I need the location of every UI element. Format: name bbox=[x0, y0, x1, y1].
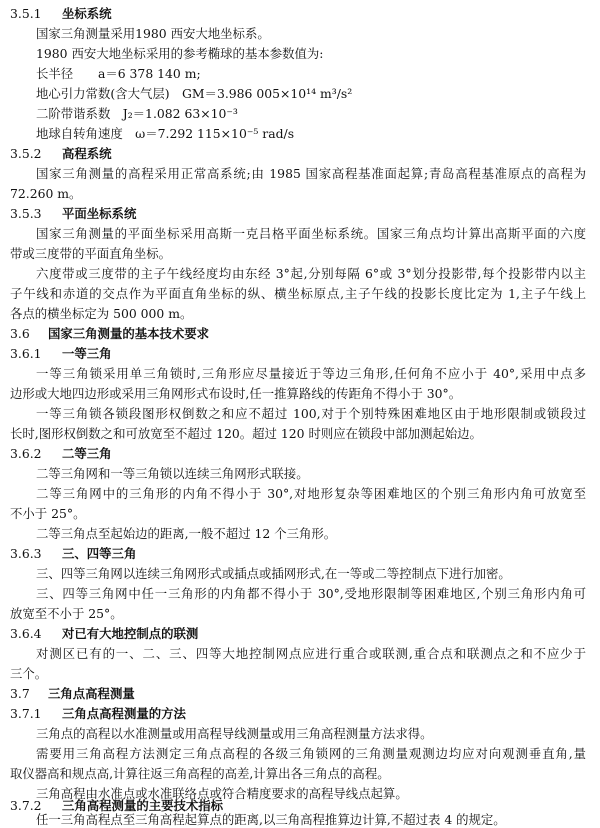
paragraph: 一等三角锁采用单三角锁时,三角形应尽量接近于等边三角形,任何角不应小于 40°,采用中点多 bbox=[36, 366, 586, 381]
section-number: 3.6.4 bbox=[10, 626, 42, 641]
paragraph: 不小于 25°。 bbox=[10, 506, 86, 521]
paragraph: 三个。 bbox=[10, 666, 48, 681]
param-j2: 二阶带谐系数 J₂＝1.082 63×10⁻³ bbox=[36, 106, 238, 121]
section-number: 3.5.3 bbox=[10, 206, 42, 221]
paragraph: 国家三角测量的高程采用正常高系统;由 1985 国家高程基准面起算;青岛高程基准原点的高程为 bbox=[36, 166, 586, 181]
paragraph: 72.260 m。 bbox=[10, 186, 82, 201]
section-title: 对已有大地控制点的联测 bbox=[62, 626, 199, 641]
section-title: 坐标系统 bbox=[62, 6, 112, 21]
section-number: 3.6.3 bbox=[10, 546, 42, 561]
section-title: 平面坐标系统 bbox=[62, 206, 137, 221]
param-omega: 地球自转角速度 ω＝7.292 115×10⁻⁵ rad/s bbox=[36, 126, 295, 141]
paragraph: 带或三度带的平面直角坐标。 bbox=[10, 246, 172, 261]
paragraph: 三角点的高程以水准测量或用高程导线测量或用三角高程测量方法求得。 bbox=[36, 726, 433, 741]
paragraph: 边形或大地四边形或采用三角网形式布设时,任一推算路线的传距角不得小于 30°。 bbox=[10, 386, 462, 401]
paragraph: 任一三角高程点至三角高程起算点的距离,以三角高程推算边计算,不超过表 4 的规定。 bbox=[36, 812, 506, 827]
section-title: 三角高程测量的主要技术指标 bbox=[62, 798, 224, 813]
section-title: 一等三角 bbox=[62, 346, 112, 361]
heading-3-5-3 bbox=[0, 206, 600, 222]
paragraph: 六度带或三度带的主子午线经度均由东经 3°起,分别每隔 6°或 3°划分投影带,每个投影带内以主 bbox=[36, 266, 586, 281]
heading-3-6-2 bbox=[0, 446, 600, 462]
section-number: 3.7.1 bbox=[10, 706, 42, 721]
section-title: 三、四等三角 bbox=[62, 546, 137, 561]
heading-3-6-1 bbox=[0, 346, 600, 362]
section-title: 三角点高程测量的方法 bbox=[62, 706, 186, 721]
paragraph: 三、四等三角网中任一三角形的内角都不得小于 30°,受地形限制等困难地区,个别三角形内角可 bbox=[36, 586, 586, 601]
param-gm: 地心引力常数(含大气层) GM＝3.986 005×10¹⁴ m³/s² bbox=[36, 86, 353, 101]
section-title: 高程系统 bbox=[62, 146, 112, 161]
paragraph: 一等三角锁各锁段图形权倒数之和应不超过 100,对于个别特殊困难地区由于地形限制或锁段过 bbox=[36, 406, 586, 421]
paragraph: 三角高程由水准点或水准联络点或符合精度要求的高程导线点起算。 bbox=[36, 786, 408, 801]
section-title: 国家三角测量的基本技术要求 bbox=[48, 326, 210, 341]
param-semi-major-axis: 长半径 a＝6 378 140 m; bbox=[36, 66, 201, 81]
section-number: 3.7 bbox=[10, 686, 30, 701]
heading-3-5-2 bbox=[0, 146, 600, 162]
section-number: 3.5.2 bbox=[10, 146, 42, 161]
paragraph: 1980 西安大地坐标采用的参考椭球的基本参数值为: bbox=[36, 46, 324, 61]
heading-3-5-1 bbox=[0, 6, 600, 22]
paragraph: 需要用三角高程方法测定三角点高程的各级三角锁网的三角测量观测边均应对向观测垂直角,量 bbox=[36, 746, 586, 761]
paragraph: 国家三角测量的平面坐标采用高斯一克吕格平面坐标系统。国家三角点均计算出高斯平面的六度 bbox=[36, 226, 586, 241]
paragraph: 子午线和赤道的交点作为平面直角坐标的纵、横坐标原点,主子午线的投影长度比定为 1,主子午线上 bbox=[10, 286, 586, 301]
paragraph: 对测区已有的一、二、三、四等大地控制网点应进行重合或联测,重合点和联测点之和不应少于 bbox=[36, 646, 586, 661]
heading-3-6-4 bbox=[0, 626, 600, 642]
heading-3-6-3 bbox=[0, 546, 600, 562]
paragraph: 国家三角测量采用1980 西安大地坐标系。 bbox=[36, 26, 270, 41]
section-number: 3.6.1 bbox=[10, 346, 42, 361]
section-title: 二等三角 bbox=[62, 446, 112, 461]
heading-3-6 bbox=[0, 326, 600, 342]
paragraph: 长时,图形权倒数之和可放宽至不超过 120。超过 120 时则应在锁段中部加测起始边。 bbox=[10, 426, 482, 441]
paragraph: 放宽至不小于 25°。 bbox=[10, 606, 123, 621]
paragraph: 各点的横坐标定为 500 000 m。 bbox=[10, 306, 193, 321]
paragraph: 二等三角点至起始边的距离,一般不超过 12 个三角形。 bbox=[36, 526, 337, 541]
section-number: 3.6.2 bbox=[10, 446, 42, 461]
heading-3-7 bbox=[0, 686, 600, 702]
paragraph: 二等三角网和一等三角锁以连续三角网形式联接。 bbox=[36, 466, 309, 481]
section-number: 3.7.2 bbox=[10, 798, 42, 813]
paragraph: 取仪器高和规点高,计算往返三角高程的高差,计算出各三角点的高程。 bbox=[10, 766, 390, 781]
section-number: 3.5.1 bbox=[10, 6, 42, 21]
heading-3-7-1 bbox=[0, 706, 600, 722]
paragraph: 二等三角网中的三角形的内角不得小于 30°,对地形复杂等困难地区的个别三角形内角可放宽至 bbox=[36, 486, 586, 501]
paragraph: 三、四等三角网以连续三角网形式或插点或插网形式,在一等或二等控制点下进行加密。 bbox=[36, 566, 511, 581]
section-title: 三角点高程测量 bbox=[48, 686, 135, 701]
section-number: 3.6 bbox=[10, 326, 30, 341]
